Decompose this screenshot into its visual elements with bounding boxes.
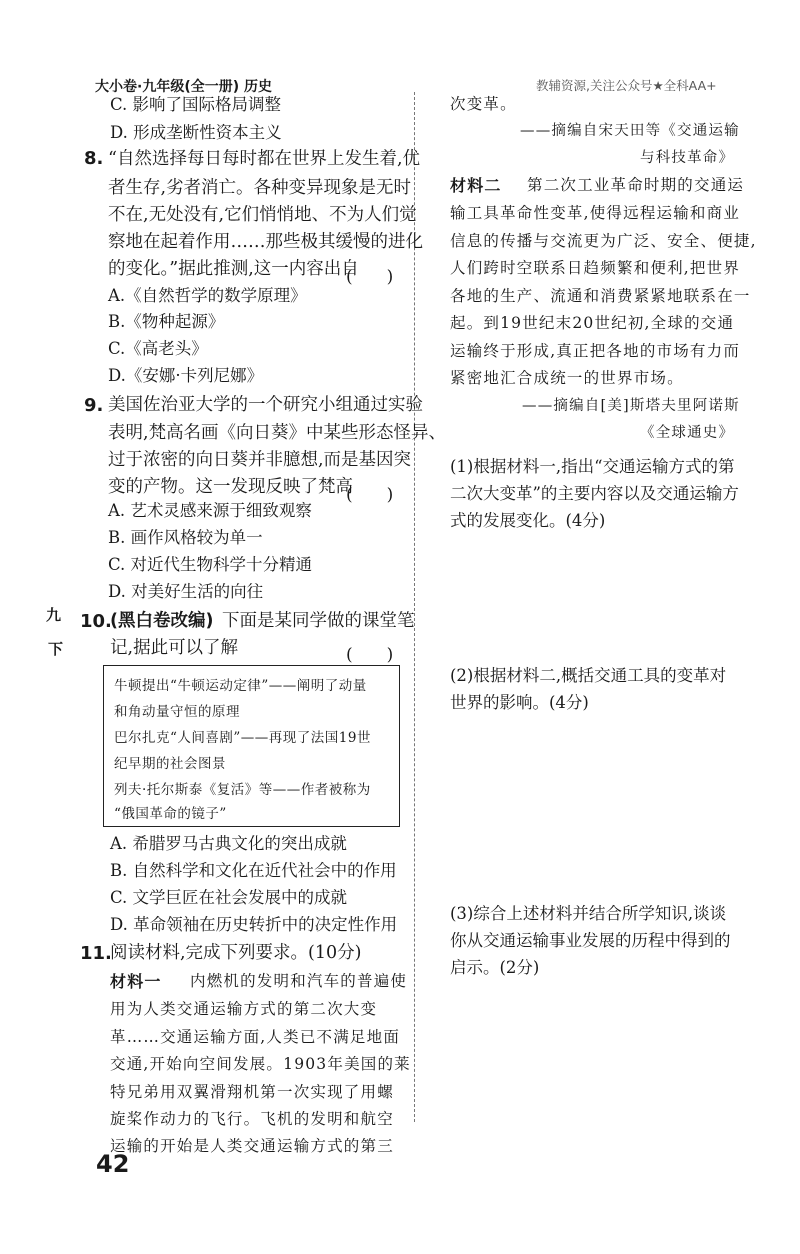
material-2-source-line-1: ——摘编自[美]斯塔夫里阿诺斯: [522, 398, 740, 414]
q11-part1-line-1: (1)根据材料一,指出“交通运输方式的第: [450, 457, 735, 476]
material-1-label: 材料一: [110, 972, 162, 991]
q8-number: 8.: [84, 148, 104, 169]
material-2-line-8: 紧密地汇合成统一的世界市场。: [450, 369, 684, 387]
q9-option-d: D. 对美好生活的向往: [108, 582, 264, 601]
q11-part3-line-1: (3)综合上述材料并结合所学知识,谈谈: [450, 904, 727, 923]
q10-option-d: D. 革命领袖在历史转折中的决定性作用: [110, 915, 398, 934]
material-1-line-7: 运输的开始是人类交通运输方式的第三: [110, 1137, 394, 1155]
q10-class-notes-box: [103, 665, 400, 827]
q8-option-c: C.《高老头》: [108, 339, 208, 358]
q8-option-b: B.《物种起源》: [108, 312, 225, 331]
material-2-label: 材料二: [450, 176, 502, 195]
material-1-line-1: 内燃机的发明和汽车的普遍使: [190, 972, 408, 990]
q8-option-d: D.《安娜·卡列尼娜》: [108, 366, 264, 385]
note-line-4: 纪早期的社会图景: [114, 756, 226, 772]
q8-stem-line-3: 不在,无处没有,它们悄悄地、不为人们觉: [108, 205, 417, 225]
q11-number: 11.: [80, 943, 112, 964]
material-1-end: 次变革。: [450, 95, 517, 113]
side-mark-grade: 九: [46, 606, 62, 624]
material-2-line-5: 各地的生产、流通和消费紧紧地联系在一: [450, 287, 751, 305]
q10-option-c: C. 文学巨匠在社会发展中的成就: [110, 888, 348, 907]
q9-option-a: A. 艺术灵感来源于细致观察: [108, 501, 312, 520]
q9-number: 9.: [84, 395, 104, 416]
q10-option-a: A. 希腊罗马古典文化的突出成就: [110, 834, 347, 853]
note-line-1: 牛顿提出“牛顿运动定律”——阐明了动量: [114, 678, 367, 694]
q9-option-b: B. 画作风格较为单一: [108, 528, 263, 547]
q7-option-c: C. 影响了国际格局调整: [110, 95, 282, 114]
material-1-line-5: 特兄弟用双翼滑翔机第一次实现了用螺: [110, 1083, 394, 1101]
q8-stem-line-5: 的变化。”据此推测,这一内容出自: [108, 259, 359, 279]
q11-part2-line-1: (2)根据材料二,概括交通工具的变革对: [450, 666, 727, 685]
material-1-line-3: 革……交通运输方面,人类已不满足地面: [110, 1028, 401, 1046]
header-watermark: 教辅资源,关注公众号★全科AA+: [536, 78, 717, 93]
q10-stem-line-1: 下面是某同学做的课堂笔: [222, 611, 415, 631]
q8-stem-line-2: 者生存,劣者消亡。各种变异现象是无时: [108, 178, 412, 198]
material-2-line-4: 人们跨时空联系日趋频繁和便利,把世界: [450, 259, 741, 277]
q10-number: 10.: [80, 611, 112, 632]
q9-option-c: C. 对近代生物科学十分精通: [108, 555, 313, 574]
q10-stem-line-2: 记,据此可以了解: [110, 638, 239, 658]
q11-part2-line-2: 世界的影响。(4分): [450, 693, 589, 712]
q11-part3-line-3: 启示。(2分): [450, 958, 540, 977]
note-line-2: 和角动量守恒的原理: [114, 704, 240, 720]
note-line-5: 列夫·托尔斯泰《复活》等——作者被称为: [114, 782, 371, 798]
q11-part1-line-3: 式的发展变化。(4分): [450, 511, 606, 530]
q7-option-d: D. 形成垄断性资本主义: [110, 123, 282, 142]
q10-answer-bracket[interactable]: ( ): [346, 645, 394, 665]
material-1-source-line-1: ——摘编自宋天田等《交通运输: [520, 123, 740, 139]
q9-answer-bracket[interactable]: ( ): [346, 485, 394, 505]
material-2-line-1: 第二次工业革命时期的交通运: [527, 176, 745, 194]
material-1-line-6: 旋桨作动力的飞行。飞机的发明和航空: [110, 1110, 394, 1128]
material-2-line-7: 运输终于形成,真正把各地的市场有力而: [450, 342, 741, 360]
q10-source-tag: (黑白卷改编): [110, 611, 214, 631]
material-2-source-line-2: 《全球通史》: [640, 425, 735, 441]
q9-stem-line-1: 美国佐治亚大学的一个研究小组通过实验: [108, 395, 423, 415]
material-1-line-4: 交通,开始向空间发展。1903年美国的莱: [110, 1055, 411, 1073]
q9-stem-line-4: 变的产物。这一发现反映了梵高: [108, 477, 353, 497]
page-number: 42: [96, 1150, 130, 1178]
q11-part3-line-2: 你从交通运输事业发展的历程中得到的: [450, 931, 731, 950]
q10-option-b: B. 自然科学和文化在近代社会中的作用: [110, 861, 397, 880]
q8-stem-line-4: 察地在起着作用……那些极其缓慢的进化: [108, 232, 423, 252]
header-book-title: 大小卷·九年级(全一册) 历史: [95, 79, 272, 95]
q8-option-a: A.《自然哲学的数学原理》: [108, 286, 307, 305]
side-mark-volume: 下: [48, 640, 64, 658]
note-line-6: “俄国革命的镜子”: [114, 806, 227, 822]
material-2-line-6: 起。到19世纪末20世纪初,全球的交通: [450, 314, 735, 332]
q11-stem: 阅读材料,完成下列要求。(10分): [110, 943, 362, 963]
q9-stem-line-3: 过于浓密的向日葵并非臆想,而是基因突: [108, 450, 412, 470]
material-2-line-2: 输工具革命性变革,使得远程运输和商业: [450, 204, 741, 222]
note-line-3: 巴尔扎克“人间喜剧”——再现了法国19世: [114, 730, 371, 746]
q8-answer-bracket[interactable]: ( ): [346, 267, 394, 287]
q9-stem-line-2: 表明,梵高名画《向日葵》中某些形态怪异、: [108, 423, 447, 443]
material-2-line-3: 信息的传播与交流更为广泛、安全、便捷,: [450, 232, 757, 250]
material-1-line-2: 用为人类交通运输方式的第二次大变: [110, 1000, 378, 1018]
material-1-source-line-2: 与科技革命》: [640, 150, 735, 166]
q8-stem-line-1: “自然选择每日每时都在世界上发生着,优: [108, 149, 421, 169]
q11-part1-line-2: 二次大变革”的主要内容以及交通运输方: [450, 484, 739, 503]
